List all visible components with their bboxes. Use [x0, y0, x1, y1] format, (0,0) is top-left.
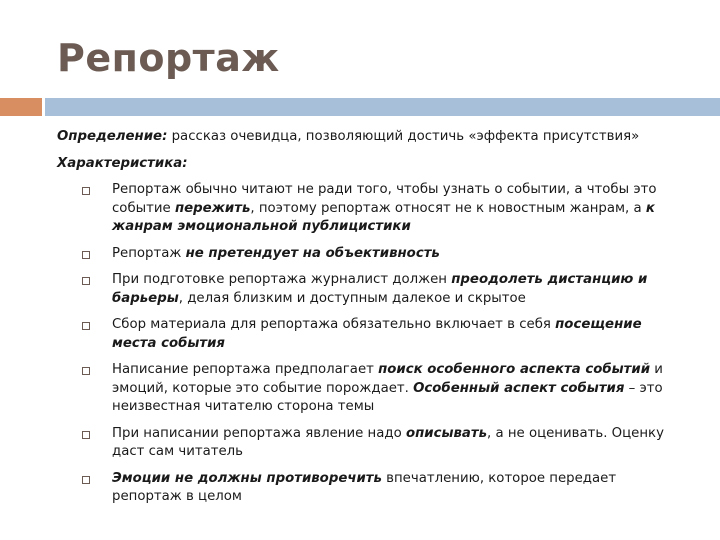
characteristic-list: [57, 181, 697, 507]
list-item: [57, 470, 677, 507]
item-text: При написании репортажа явление надо: [112, 425, 406, 441]
item-text: Написание репортажа предполагает: [112, 362, 379, 377]
emphasis-text: описывать: [405, 425, 488, 441]
item-text: , делая близким и доступным далекое и скрытое: [178, 290, 526, 306]
page-title: Репортаж: [57, 36, 280, 80]
definition-line: [57, 127, 697, 146]
hollow-square-bullet-icon: [82, 476, 90, 484]
definition-text: рассказ очевидца, позволяющий достичь «эффекта присутствия»: [167, 129, 640, 144]
hollow-square-bullet-icon: [82, 251, 90, 259]
emphasis-text: посещение места события: [112, 317, 642, 351]
emphasis-text: Эмоции не должны противоречить: [112, 470, 382, 486]
definition-label: Определение:: [57, 129, 168, 144]
hollow-square-bullet-icon: [82, 431, 90, 439]
slide-body: [57, 127, 697, 515]
hollow-square-bullet-icon: [82, 322, 90, 330]
emphasis-text: не претендует на объективность: [185, 245, 440, 261]
list-item: [57, 271, 677, 308]
characteristic-line: [57, 154, 697, 173]
emphasis-text: к жанрам эмоциональной публицистики: [112, 200, 655, 234]
hollow-square-bullet-icon: [82, 367, 90, 375]
hollow-square-bullet-icon: [82, 187, 90, 195]
item-text: и эмоций, которые это событие порождает.: [112, 362, 663, 396]
item-text: Репортаж: [112, 245, 186, 261]
item-text: Сбор материала для репортажа обязательно включает в себя: [112, 317, 556, 332]
item-text: , поэтому репортаж относят не к новостным жанрам, а: [250, 200, 646, 216]
emphasis-text: Особенный аспект события: [413, 380, 625, 396]
list-item: [57, 245, 677, 264]
item-text: – это неизвестная читателю сторона темы: [112, 380, 663, 414]
list-item: [57, 316, 677, 353]
emphasis-text: поиск особенного аспекта событий: [378, 362, 651, 377]
accent-rule: [0, 98, 42, 116]
emphasis-text: преодолеть дистанцию и барьеры: [112, 272, 648, 306]
hollow-square-bullet-icon: [82, 277, 90, 285]
list-item: [57, 425, 677, 462]
item-text: При подготовке репортажа журналист должен: [112, 272, 452, 287]
list-item: [57, 361, 677, 417]
item-text: впечатлению, которое передает репортаж в целом: [112, 470, 617, 504]
item-text: , а не оценивать. Оценку даст сам читатель: [112, 425, 664, 459]
list-item: [57, 181, 677, 237]
emphasis-text: пережить: [174, 200, 251, 216]
item-text: Репортаж обычно читают не ради того, чтобы узнать о событии, а чтобы это событие: [112, 182, 657, 216]
title-rule: [45, 98, 720, 116]
characteristic-label: Характеристика:: [57, 156, 188, 171]
